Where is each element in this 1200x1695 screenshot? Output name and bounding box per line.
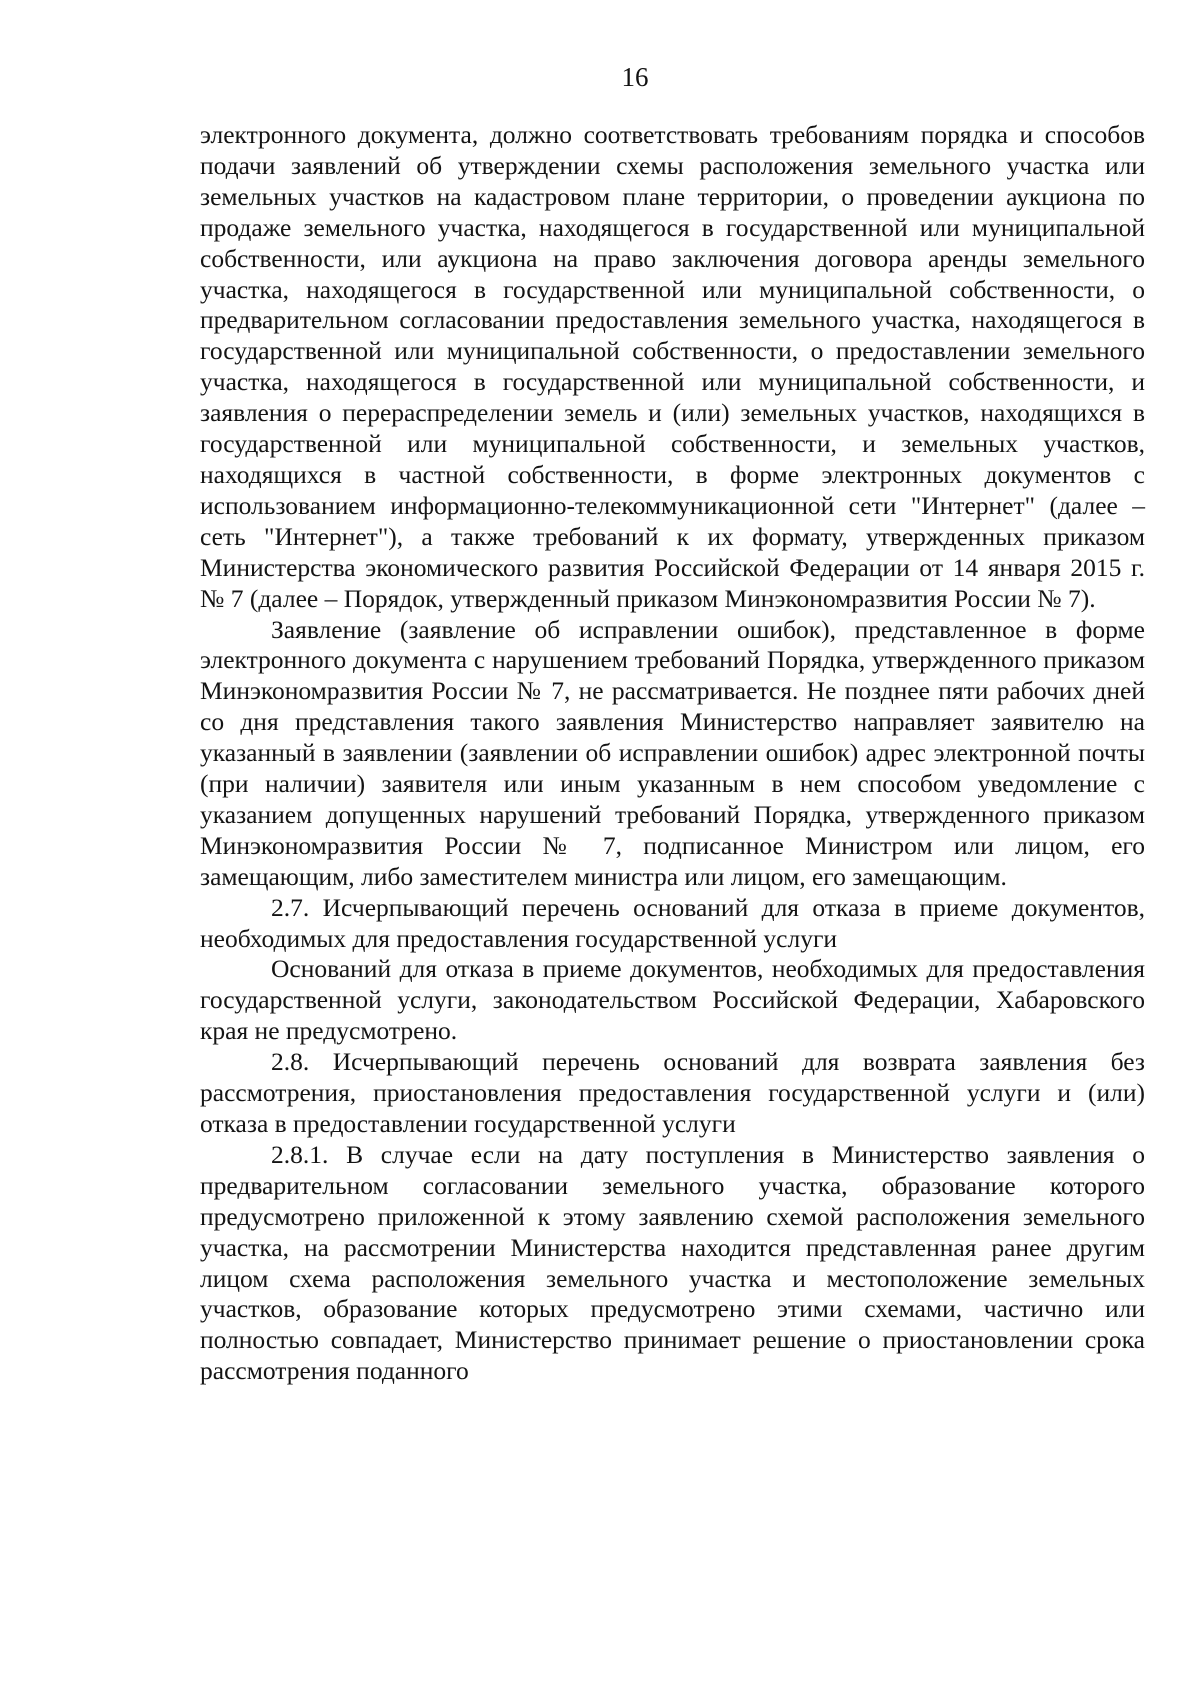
paragraph-2: Заявление (заявление об исправлении ошибок), представленное в форме электронного документа с нарушением требований Порядка, утвержденного приказом Минэкономразвития России № 7, не рассматривается. Не позднее пяти рабочих дней со дня представления такого заявления Министерство направляет заявителю на указанный в заявлении (заявлении об исправлении ошибок) адрес электронной почты (при наличии) заявителя или иным указанным в нем способом уведомление с указанием допущенных нарушений требований Порядка, утвержденного приказом Минэкономразвития России № 7, подписанное Министром или лицом, его замещающим, либо заместителем министра или лицом, его замещающим. <box>200 614 1145 891</box>
page-number: 16 <box>621 62 649 92</box>
section-2-8-heading: 2.8. Исчерпывающий перечень оснований для возврата заявления без рассмотрения, приостановления предоставления государственной услуги и (или) отказа в предоставлении государственной услуги <box>200 1047 1145 1138</box>
section-2-8-1-paragraph: 2.8.1. В случае если на дату поступления в Министерство заявления о предварительном согласовании земельного участка, образование которого предусмотрено приложенной к этому заявлению схемой расположения земельного участка, на рассмотрении Министерства находится представленная ранее другим лицом схема расположения земельного участка и местоположение земельных участков, образование которых предусмотрено этими схемами, частично или полностью совпадает, Министерство принимает решение о приостановлении срока рассмотрения поданного <box>200 1139 1145 1386</box>
section-2-7-heading: 2.7. Исчерпывающий перечень оснований для отказа в приеме документов, необходимых для предоставления государственной услуги <box>200 892 1145 953</box>
document-body <box>200 120 1145 1387</box>
paragraph-1: электронного документа, должно соответствовать требованиям порядка и способов подачи заявлений об утверждении схемы расположения земельного участка или земельных участков на кадастровом плане территории, о проведении аукциона по продаже земельного участка, находящегося в государственной или муниципальной собственности, или аукциона на право заключения договора аренды земельного участка, находящегося в государственной или муниципальной собственности, о предварительном согласовании предоставления земельного участка, находящегося в государственной или муниципальной собственности, о предоставлении земельного участка, находящегося в государственной или муниципальной собственности, и заявления о перераспределении земель и (или) земельных участков, находящихся в государственной или муниципальной собственности, и земельных участков, находящихся в частной собственности, в форме электронных документов с использованием информационно-телекоммуникационной сети "Интернет" (далее – сеть "Интернет"), а также требований к их формату, утвержденных приказом Министерства экономического развития Российской Федерации от 14 января 2015 г. № 7 (далее – Порядок, утвержденный приказом Минэкономразвития России № 7). <box>200 120 1145 613</box>
paragraph-4: Оснований для отказа в приеме документов, необходимых для предоставления государственной услуги, законодательством Российской Федерации, Хабаровского края не предусмотрено. <box>200 954 1145 1046</box>
